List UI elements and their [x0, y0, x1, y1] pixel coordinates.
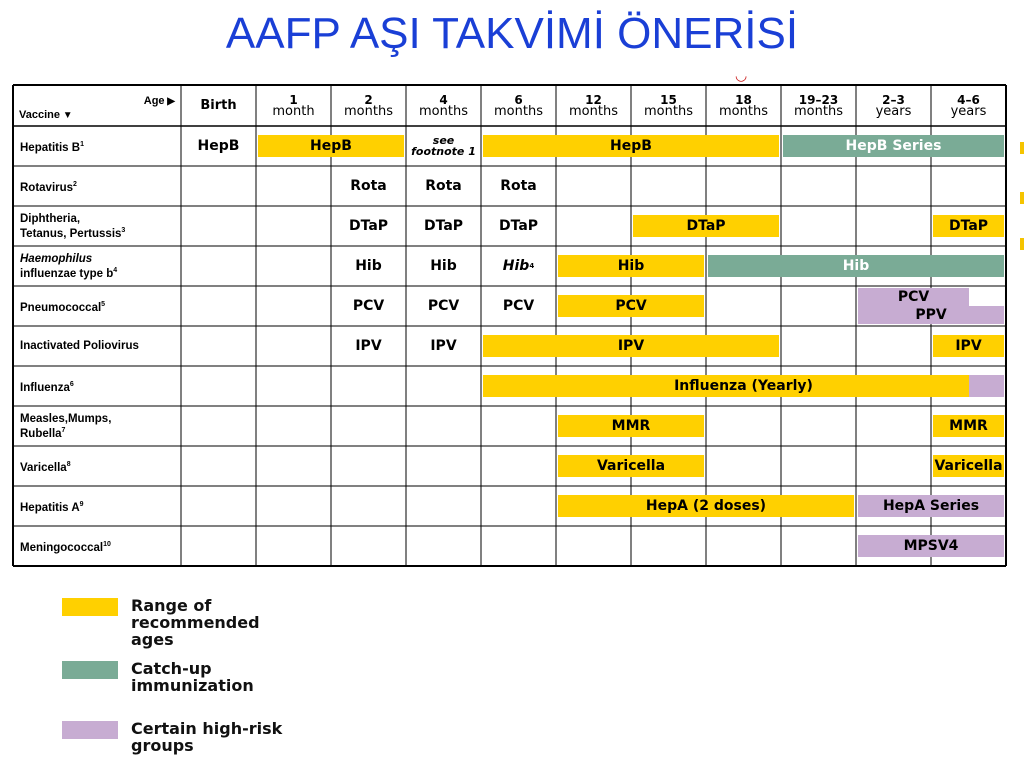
dose-cell: [481, 166, 556, 206]
schedule-bar-highrisk: [858, 535, 1004, 557]
dose-cell: [331, 246, 406, 286]
column-header: [631, 85, 706, 126]
dose-cell: [331, 286, 406, 326]
vaccine-row-label: [13, 286, 181, 326]
footnote-marker: 4: [113, 266, 118, 274]
vaccine-name: Diphtheria,: [20, 212, 81, 225]
dose-label: see footnote 1: [411, 134, 476, 158]
schedule-bar-label: IPV: [955, 338, 982, 354]
column-header-value: 18: [735, 92, 752, 107]
vaccine-name: Measles,Mumps,: [20, 412, 112, 425]
vaccine-row-label: [13, 166, 181, 206]
dose-label: PCV: [427, 298, 460, 314]
table-corner-header: [13, 85, 181, 126]
schedule-bar-recommended: [483, 135, 779, 157]
schedule-bar-label: HepA Series: [882, 498, 980, 514]
dose-label: DTaP: [348, 218, 389, 234]
schedule-bar-highrisk: [858, 288, 969, 306]
footnote-marker: 7: [61, 426, 66, 434]
schedule-bar-label: IPV: [617, 338, 645, 354]
vaccine-name: Hepatitis $A^9$: [20, 500, 84, 514]
vaccine-row-label: [13, 526, 181, 566]
column-header-unit: months: [569, 103, 618, 119]
dose-cell: [481, 206, 556, 246]
vaccine-name: Meningococcal$^{10}$: [20, 540, 111, 554]
dose-cell: [406, 166, 481, 206]
dose-label: DTaP: [498, 218, 539, 234]
schedule-bar-label: HepB Series: [845, 138, 942, 154]
vaccine-row-label: [13, 126, 181, 166]
schedule-bar-label: Varicella: [934, 458, 1003, 474]
column-header: [556, 85, 631, 126]
column-header-value: 6: [514, 92, 523, 107]
legend-label: Catch-up immunization: [131, 659, 254, 695]
vaccine-name: Haemophilus: [20, 252, 93, 265]
legend-swatch-highrisk: [62, 721, 118, 739]
dose-cell: [481, 246, 556, 286]
column-header: [931, 85, 1006, 126]
schedule-bar-recommended: [933, 415, 1004, 437]
schedule-bar-recommended: [558, 415, 704, 437]
column-header-unit: years: [875, 103, 912, 119]
column-header-unit: months: [719, 103, 768, 119]
dose-label: Rota: [500, 178, 537, 194]
vaccine-header-label: Vaccine ▼: [19, 109, 73, 121]
schedule-bar-recommended: [483, 375, 1004, 397]
schedule-bar-recommended: [558, 295, 704, 317]
red-mark-icon: ◡: [735, 67, 748, 83]
vaccine-name-continued: Tetanus, Pertussis: [20, 227, 122, 240]
column-header: [706, 85, 781, 126]
dose-label: HepB: [197, 138, 240, 154]
schedule-bar-label: DTaP: [686, 218, 726, 234]
dose-label: Hib: [502, 258, 530, 274]
vaccine-name: Varicella$^8$: [20, 460, 71, 474]
footnote-marker: 4: [529, 262, 535, 270]
vaccine-name: Rotavirus$^2$: [20, 180, 77, 194]
footnote-marker: 6: [69, 380, 74, 388]
column-header-value: 2–3: [882, 92, 905, 107]
dose-cell: [181, 126, 256, 166]
schedule-bar-recommended: [558, 495, 854, 517]
column-header: [481, 85, 556, 126]
footnote-marker: 5: [101, 300, 106, 308]
column-header: [181, 85, 256, 126]
legend-label: Range of recommended ages: [131, 596, 260, 649]
triangle-right-icon: ▶: [164, 96, 175, 107]
legend-swatch-recommended: [62, 598, 118, 616]
schedule-bar-highrisk: [858, 495, 1004, 517]
column-header: [406, 85, 481, 126]
column-header: [781, 85, 856, 126]
vaccine-name: Pneumococcal$^5$: [20, 300, 106, 314]
column-header-unit: months: [419, 103, 468, 119]
vaccine-row-label: [13, 206, 181, 246]
column-header-unit: years: [950, 103, 987, 119]
dose-cell: [481, 286, 556, 326]
footnote-marker: 1: [80, 140, 84, 148]
schedule-bar-label: HepB: [310, 138, 352, 154]
column-header-value: 4: [439, 92, 448, 107]
age-header-label: Age ▶: [143, 95, 175, 107]
footnote-marker: 2: [73, 180, 77, 188]
column-header-value: 4–6: [957, 92, 980, 107]
schedule-bar-recommended: [258, 135, 404, 157]
schedule-bar-label: PPV: [915, 307, 947, 323]
footnote-marker: 9: [79, 500, 84, 508]
legend-label: Certain high-risk groups: [131, 719, 283, 755]
column-header-value: Birth: [200, 97, 237, 113]
column-header-value: 1: [289, 92, 298, 107]
column-header-value: 12: [585, 92, 602, 107]
schedule-bar-label: Hib: [617, 258, 645, 274]
schedule-bar-catchup: [708, 255, 1004, 277]
schedule-bar-label: Influenza (Yearly): [674, 378, 813, 394]
dose-cell: [331, 166, 406, 206]
schedule-bar-catchup: [783, 135, 1004, 157]
schedule-bar-label: PCV: [615, 298, 647, 314]
vaccine-row-label: [13, 326, 181, 366]
schedule-bar-label: PCV: [897, 289, 930, 305]
dose-label: IPV: [355, 338, 382, 354]
column-header-value: 15: [660, 92, 677, 107]
schedule-bar-recommended: [558, 455, 704, 477]
legend-swatch-catchup: [62, 661, 118, 679]
schedule-bar-label: HepB: [610, 138, 652, 154]
vaccine-name: Hepatitis $B^1$: [20, 140, 84, 154]
column-header-unit: month: [272, 103, 315, 119]
dose-label: PCV: [352, 298, 385, 314]
dose-label: Rota: [425, 178, 462, 194]
schedule-bar-highrisk: [858, 306, 1004, 324]
schedule-bar-label: Varicella: [596, 458, 666, 474]
schedule-bar-recommended: [558, 255, 704, 277]
column-header: [256, 85, 331, 126]
dose-label: Hib: [355, 258, 382, 274]
dose-cell: [406, 286, 481, 326]
schedule-bar-label: MMR: [949, 418, 988, 434]
vaccine-name-continued: influenzae type b: [20, 267, 114, 280]
column-header-unit: months: [344, 103, 393, 119]
edge-marker: [1020, 142, 1024, 154]
column-header-value: 2: [364, 92, 373, 107]
vaccine-name-line2: [20, 225, 125, 240]
footnote-marker: 8: [66, 460, 71, 468]
vaccine-row-label: [13, 366, 181, 406]
dose-label: IPV: [430, 338, 457, 354]
column-header-value: 19–23: [798, 92, 839, 107]
dose-label: DTaP: [423, 218, 464, 234]
schedule-bar-recommended: [483, 335, 779, 357]
column-header-unit: months: [494, 103, 543, 119]
dose-cell: [406, 126, 481, 166]
schedule-bar-highrisk-tail: [969, 375, 1004, 397]
schedule-bar-label: HepA (2 doses): [645, 498, 767, 514]
triangle-down-icon: ▼: [59, 110, 73, 121]
schedule-bar-label: MPSV4: [903, 538, 959, 554]
footnote-marker: 3: [121, 226, 126, 234]
dose-label: PCV: [502, 298, 535, 314]
footnote-marker: 10: [103, 540, 111, 548]
schedule-bar-recommended: [933, 455, 1004, 477]
dose-label: Hib: [430, 258, 457, 274]
page-title: AAFP AŞI TAKVİMİ ÖNERİSİ: [225, 9, 799, 58]
schedule-bar-recommended: [633, 215, 779, 237]
schedule-bar-label: MMR: [611, 418, 651, 434]
edge-marker: [1020, 238, 1024, 250]
vaccine-row-label: [13, 406, 181, 446]
schedule-bar-label: Hib: [842, 258, 870, 274]
vaccine-name-line2: [20, 425, 65, 440]
vaccine-name-continued: Rubella: [20, 427, 62, 440]
column-header-unit: months: [644, 103, 693, 119]
vaccine-name: Influenza$^6$: [20, 380, 74, 394]
dose-cell: [331, 206, 406, 246]
dose-cell: [406, 326, 481, 366]
vaccine-name: Inactivated Poliovirus: [20, 340, 139, 352]
vaccine-row-label: [13, 246, 181, 286]
dose-cell: [331, 326, 406, 366]
dose-cell: [406, 206, 481, 246]
dose-label: Rota: [350, 178, 387, 194]
column-header-unit: months: [794, 103, 843, 119]
schedule-bar-recommended: [933, 215, 1004, 237]
column-header: [331, 85, 406, 126]
vaccine-name-line2: [20, 265, 117, 280]
edge-marker: [1020, 192, 1024, 204]
dose-cell: [406, 246, 481, 286]
vaccine-row-label: [13, 486, 181, 526]
schedule-bar-label: DTaP: [948, 218, 989, 234]
column-header: [856, 85, 931, 126]
vaccine-row-label: [13, 446, 181, 486]
schedule-bar-recommended: [933, 335, 1004, 357]
